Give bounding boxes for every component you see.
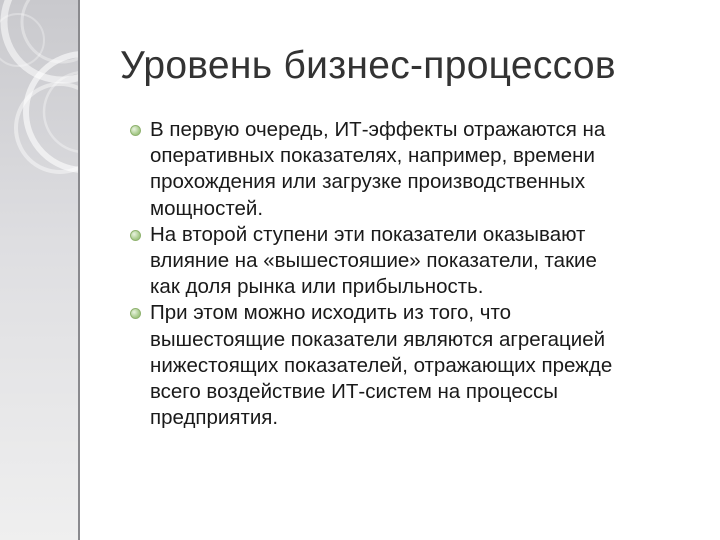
bullet-line: оперативных показателях, например, времени xyxy=(150,144,595,168)
bullet-line: влияние на «вышестояшие» показатели, такие xyxy=(150,249,597,273)
bullet-item xyxy=(130,117,715,222)
bullet-line: вышестоящие показатели являются агрегацией xyxy=(150,327,606,351)
bullet-icon xyxy=(130,230,141,241)
decorative-sidebar xyxy=(0,0,78,540)
bullet-line: как доля рынка или прибыльность. xyxy=(150,275,484,299)
bullet-line: всего воздействие ИТ-систем на процессы xyxy=(150,380,558,404)
bullet-item xyxy=(130,222,715,301)
bullet-line: На второй ступени эти показатели оказывают xyxy=(150,222,586,246)
bullet-line: нижестоящих показателей, отражающих прежде xyxy=(150,353,613,377)
slide-title: Уровень бизнес-процессов xyxy=(120,44,616,87)
bullet-item xyxy=(130,300,715,431)
sidebar-divider xyxy=(78,0,80,540)
bullet-icon xyxy=(130,125,141,136)
bullet-line: В первую очередь, ИТ-эффекты отражаются на xyxy=(150,118,606,141)
bullet-line: мощностей. xyxy=(150,196,264,220)
bullet-list xyxy=(130,117,715,431)
bullet-line: прохождения или загрузке производственных xyxy=(150,170,586,194)
ring-decoration-icon xyxy=(0,0,78,540)
bullet-line: предприятия. xyxy=(150,406,279,430)
bullet-icon xyxy=(130,308,141,319)
bullet-line: При этом можно исходить из того, что xyxy=(150,301,512,325)
